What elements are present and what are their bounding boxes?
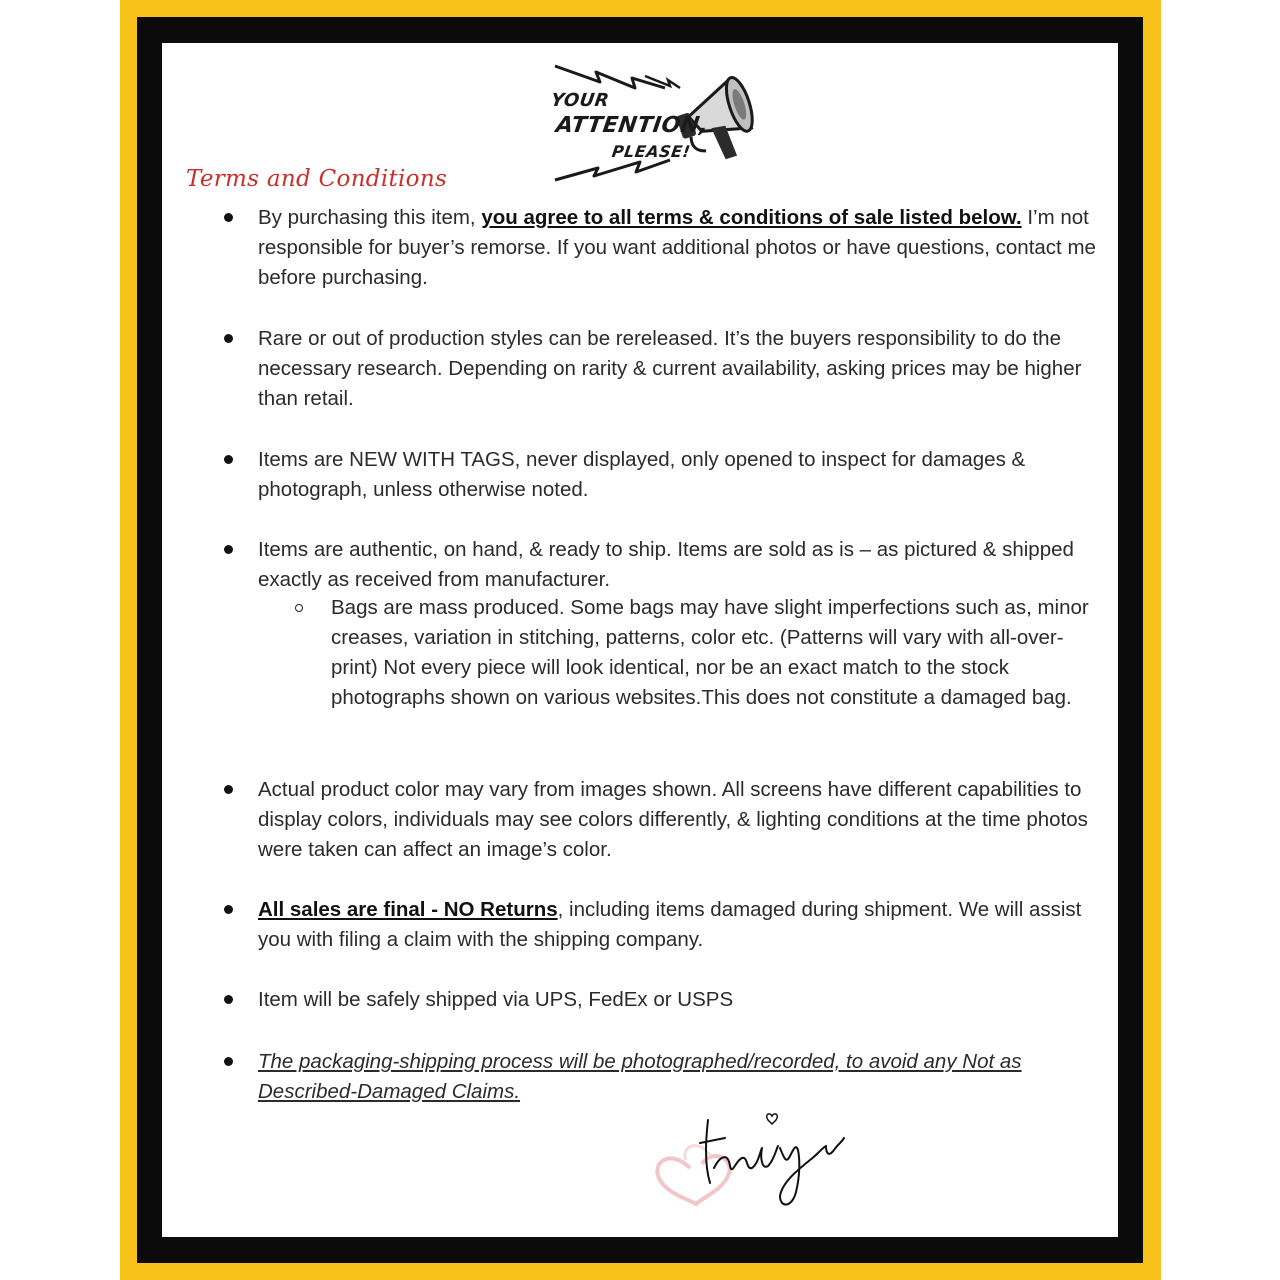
term-6-emphasis: All sales are final - NO Returns [258,898,558,921]
term-6-rest: , including items damaged during shipment. We will assist you with filing a claim with the shipping company. [258,898,1082,951]
term-1-emphasis: you agree to all terms & conditions of sale listed below. [481,206,1022,229]
bullet-icon [224,1057,233,1066]
term-item-4-sub: Bags are mass produced. Some bags may have slight imperfections such as, minor creases, variation in stitching, patterns, color etc. (Patterns will vary with all-over-print) Not every piece will look identical, nor be an exact match to the stock photographs shown on various websites.This does not constitute a damaged bag. [331,596,1089,709]
term-item-6 [258,895,1108,955]
term-item-1 [258,203,1108,293]
bullet-icon [224,905,233,914]
bullet-icon [224,334,233,343]
term-item-7: Item will be safely shipped via UPS, FedEx or USPS [258,988,734,1011]
term-item-8: The packaging-shipping process will be photographed/recorded, to avoid any Not as Described-Damaged Claims. [258,1050,1022,1103]
bullet-icon [224,785,233,794]
bullet-icon [224,213,233,222]
banner-line-2: ATTENTION, [554,113,711,138]
document-title: Terms and Conditions [186,166,448,192]
bullet-icon [224,455,233,464]
banner-line-3: PLEASE! [610,142,692,161]
term-1-lead: By purchasing this item, [258,206,482,229]
signature-thank-you [650,1108,850,1218]
sub-bullet-icon [295,604,303,612]
term-item-2: Rare or out of production styles can be rereleased. It’s the buyers responsibility to do the necessary research. Depending on rarity & current availability, asking prices may be higher than retail. [258,327,1082,410]
term-item-3: Items are NEW WITH TAGS, never displayed, only opened to inspect for damages & photograph, unless otherwise noted. [258,448,1026,501]
term-1-rest: I’m not responsible for buyer’s remorse. If you want additional photos or have questions, contact me before purchasing. [258,206,1096,289]
term-item-5: Actual product color may vary from images shown. All screens have different capabilities to display colors, individuals may see colors differently, & lighting conditions at the time photos were taken can affect an image’s color. [258,778,1088,861]
bullet-icon [224,995,233,1004]
bullet-icon [224,545,233,554]
term-item-4: Items are authentic, on hand, & ready to ship. Items are sold as is – as pictured & shipped exactly as received from manufacturer. [258,538,1074,591]
banner-line-1: YOUR [549,90,611,111]
